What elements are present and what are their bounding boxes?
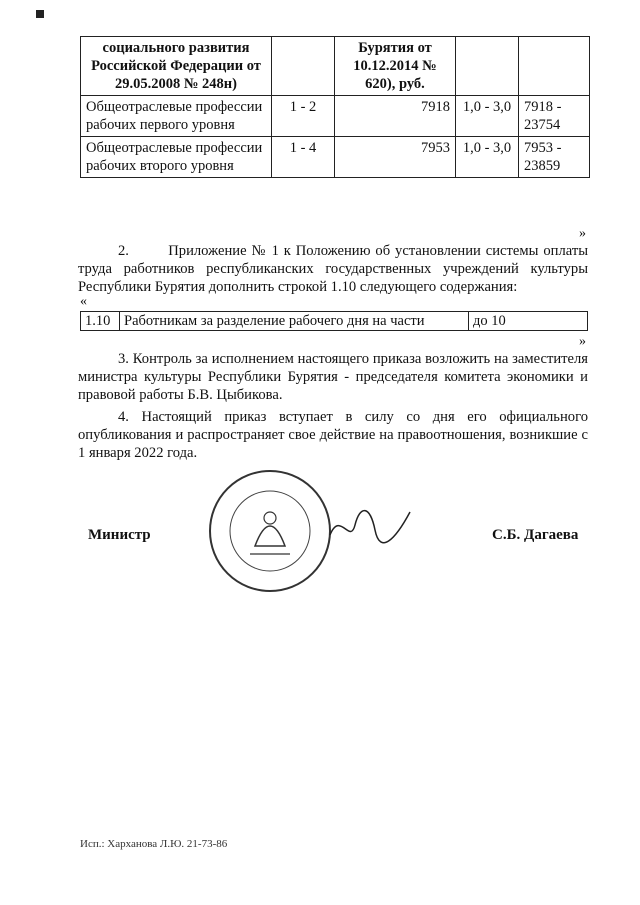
paragraph-2-number: 2. [118, 243, 129, 259]
level-cell: 1 - 2 [272, 96, 335, 137]
table-row [81, 137, 590, 178]
header-cell-4 [456, 37, 519, 96]
signatory-title: Министр [88, 527, 151, 543]
paragraph-3: 3. Контроль за исполнением настоящего приказа возложить на заместителя министра культуры Республики Бурятия - председателя комитета экономики и правовой работы Б.В. Цыбикова. [78, 351, 588, 403]
table-row [81, 312, 588, 331]
row-number-cell: 1.10 [81, 312, 120, 331]
header-cell-3: Бурятия от 10.12.2014 № 620), руб. [335, 37, 456, 96]
paragraph-4: 4. Настоящий приказ вступает в силу со дня его официального опубликования и распространяет свое действие на правоотношения, возникшие с 1 января 2022 года. [78, 409, 588, 461]
signature-scribble [325, 500, 415, 555]
header-cell-5 [519, 37, 590, 96]
row-value-cell: до 10 [469, 312, 588, 331]
group-cell: Общеотраслевые профессии рабочих второго уровня [81, 137, 272, 178]
opening-quote: « [80, 294, 87, 309]
official-seal [205, 466, 335, 601]
header-cell-1: социального развития Российской Федерации от 29.05.2008 № 248н) [81, 37, 272, 96]
added-row-table [80, 311, 588, 331]
coef-cell: 1,0 - 3,0 [456, 96, 519, 137]
range-cell: 7918 - 23754 [519, 96, 590, 137]
executor-footer: Исп.: Харханова Л.Ю. 21-73-86 [80, 838, 228, 850]
group-cell: Общеотраслевые профессии рабочих первого уровня [81, 96, 272, 137]
salary-cell: 7918 [335, 96, 456, 137]
scan-mark [36, 10, 44, 18]
signatory-name: С.Б. Дагаева [492, 527, 579, 543]
row-text-cell: Работникам за разделение рабочего дня на части [120, 312, 469, 331]
table-header-row [81, 37, 590, 96]
salary-table [80, 36, 590, 178]
closing-quote-2: » [579, 334, 586, 349]
closing-quote: » [579, 226, 586, 241]
range-cell: 7953 - 23859 [519, 137, 590, 178]
coef-cell: 1,0 - 3,0 [456, 137, 519, 178]
level-cell: 1 - 4 [272, 137, 335, 178]
table-row [81, 96, 590, 137]
salary-cell: 7953 [335, 137, 456, 178]
header-cell-2 [272, 37, 335, 96]
paragraph-2-text: Приложение № 1 к Положению об установлении системы оплаты труда работников республиканских государственных учреждений культуры Республики Бурятия дополнить строкой 1.10 следующего содержания: [78, 243, 589, 295]
paragraph-2 [78, 242, 588, 296]
